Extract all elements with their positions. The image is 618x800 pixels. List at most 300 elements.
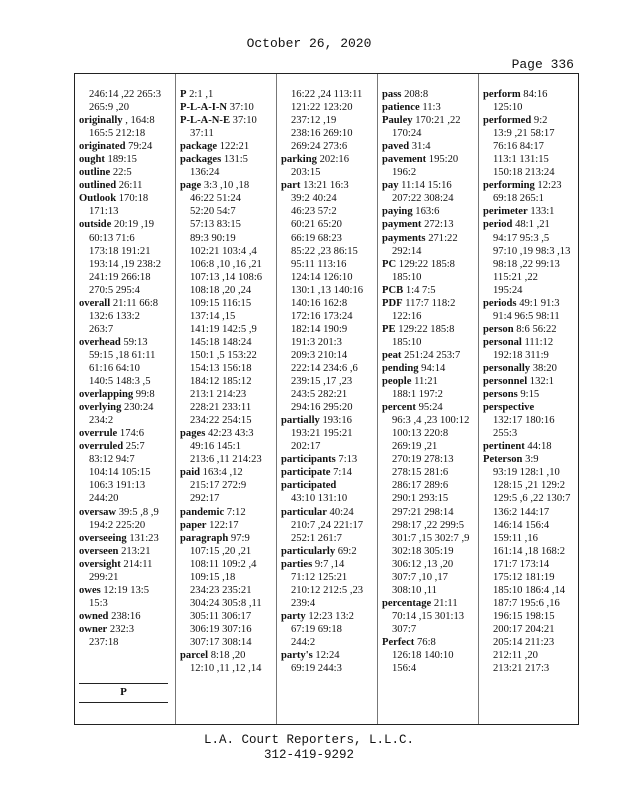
index-term: overall [79, 297, 111, 309]
index-entry [79, 610, 177, 623]
index-entry [382, 218, 480, 231]
page-line-refs: 100:13 220:8 [392, 428, 449, 440]
index-entry [281, 453, 379, 466]
page-line-refs: 12:10 ,11 ,12 ,14 [190, 663, 262, 675]
index-entry [281, 584, 379, 597]
index-entry [79, 597, 177, 610]
index-entry [79, 205, 177, 218]
page-line-refs: 196:15 198:15 [493, 610, 555, 622]
page-line-refs: 304:24 305:8 ,11 [190, 597, 262, 609]
page-line-refs: 202:16 [316, 154, 349, 166]
index-entry [281, 662, 379, 675]
page-line-refs: 106:8 ,10 ,16 ,21 [190, 258, 262, 270]
page-line-refs: 94:17 95:3 ,5 [493, 232, 550, 244]
page-line-refs: 145:18 148:24 [190, 336, 252, 348]
index-term: paved [382, 141, 410, 153]
page-line-refs: 122:17 [206, 519, 239, 531]
page-line-refs: 244:2 [291, 636, 316, 648]
index-entry [180, 232, 278, 245]
index-entry [483, 114, 581, 127]
index-term: paying [382, 206, 413, 218]
index-entry [180, 440, 278, 453]
index-entry [180, 610, 278, 623]
page-line-refs: 192:18 311:9 [493, 349, 549, 361]
page-line-refs: 194:2 225:20 [89, 519, 146, 531]
page-line-refs: 222:14 234:6 ,6 [291, 362, 358, 374]
index-entry [382, 192, 480, 205]
index-term: pay [382, 180, 399, 192]
page-line-refs: 70:14 ,15 301:13 [392, 610, 465, 622]
index-term: PE [382, 323, 396, 335]
index-entry [79, 571, 177, 584]
page-line-refs: 76:8 [414, 636, 436, 648]
page-line-refs: 255:3 [493, 428, 518, 440]
page-line-refs: 196:2 [392, 167, 417, 179]
page-line-refs: 272:13 [421, 219, 454, 231]
page-line-refs: 108:11 109:2 ,4 [190, 558, 257, 570]
page-line-refs: 9:7 ,14 [312, 558, 345, 570]
index-term: overruled [79, 441, 124, 453]
index-term: paragraph [180, 532, 229, 544]
index-entry [483, 440, 581, 453]
index-entry [281, 205, 379, 218]
index-entry [483, 649, 581, 662]
index-entry [180, 388, 278, 401]
page-line-refs: 60:13 71:6 [89, 232, 135, 244]
index-entry [79, 88, 177, 101]
page-line-refs: 290:1 293:15 [392, 493, 449, 505]
index-term: percent [382, 402, 416, 414]
page-line-refs: 210:7 ,24 221:17 [291, 519, 364, 531]
page-line-refs: 133:1 [527, 206, 555, 218]
page-line-refs: 246:14 ,22 265:3 [89, 89, 162, 100]
reporter-name: L.A. Court Reporters, L.L.C. [203, 733, 415, 747]
index-entry [483, 336, 581, 349]
index-entry [281, 297, 379, 310]
page-line-refs: 13:9 ,21 58:17 [493, 128, 555, 140]
index-entry [79, 323, 177, 336]
transcript-date: October 26, 2020 [246, 36, 372, 51]
index-entry [382, 114, 480, 127]
index-entry [382, 245, 480, 258]
page-line-refs: 251:24 253:7 [401, 349, 461, 361]
page-line-refs: 49:16 145:1 [190, 441, 241, 453]
page-line-refs: 3:3 ,10 ,18 [201, 180, 250, 192]
index-term: paid [180, 467, 201, 479]
index-term: originated [79, 141, 126, 153]
index-entry [483, 258, 581, 271]
index-term: perform [483, 89, 521, 100]
page-line-refs: 203:15 [291, 167, 321, 179]
index-entry [483, 597, 581, 610]
index-term: Pauley [382, 115, 413, 127]
index-entry [382, 506, 480, 519]
index-entry [180, 153, 278, 166]
page-line-refs: 37:11 [190, 128, 214, 140]
index-entry [281, 532, 379, 545]
index-entry [180, 127, 278, 140]
index-entry [281, 284, 379, 297]
index-entry [79, 310, 177, 323]
page-line-refs: 161:14 ,18 168:2 [493, 545, 566, 557]
index-term: P [180, 89, 187, 100]
page-line-refs: 52:20 54:7 [190, 206, 236, 218]
index-entry [483, 427, 581, 440]
page-line-refs: 156:4 [392, 663, 417, 675]
page-line-refs: 202:17 [291, 441, 321, 453]
index-entry [483, 323, 581, 336]
index-entry [281, 271, 379, 284]
page-line-refs: 292:14 [392, 245, 422, 257]
page-line-refs: 131:23 [126, 532, 159, 544]
index-entry [180, 323, 278, 336]
index-entry [382, 153, 480, 166]
page-line-refs: 163:4 ,12 [200, 467, 243, 479]
index-term: P-L-A-I-N [180, 102, 228, 114]
index-entry [483, 584, 581, 597]
index-column-2 [180, 88, 278, 675]
page-line-refs: 115:21 ,22 [493, 271, 538, 283]
index-entry [180, 532, 278, 545]
page-line-refs: 132:1 [527, 376, 554, 388]
index-entry [79, 401, 177, 414]
index-entry [79, 166, 177, 179]
index-entry [180, 662, 278, 675]
index-entry [281, 649, 379, 662]
page-line-refs: 150:1 ,5 153:22 [190, 349, 257, 361]
page-line-refs: 107:15 ,20 ,21 [190, 545, 252, 557]
index-entry [382, 584, 480, 597]
index-term: oversaw [79, 506, 117, 518]
index-term: overlying [79, 402, 122, 414]
index-entry [79, 388, 177, 401]
index-term: originally [79, 115, 123, 127]
index-term: outline [79, 167, 111, 179]
page-line-refs: 239:15 ,17 ,23 [291, 376, 353, 388]
index-entry [79, 297, 177, 310]
index-entry [180, 284, 278, 297]
index-entry [180, 179, 278, 192]
page-line-refs: 305:11 306:17 [190, 610, 252, 622]
page-line-refs: 207:22 308:24 [392, 193, 454, 205]
page-line-refs: 69:18 265:1 [493, 193, 544, 205]
index-entry [382, 258, 480, 271]
index-entry [281, 479, 379, 492]
index-term: pass [382, 89, 402, 100]
index-entry [483, 623, 581, 636]
index-entry [281, 101, 379, 114]
index-entry [382, 610, 480, 623]
index-term: payments [382, 232, 426, 244]
page-line-refs: 298:17 ,22 299:5 [392, 519, 465, 531]
page-line-refs: 26:11 [116, 180, 143, 192]
page-line-refs: 97:10 ,19 98:3 ,13 [493, 245, 571, 257]
page-line-refs: , 164:8 [122, 115, 155, 127]
index-entry [483, 271, 581, 284]
index-entry [382, 427, 480, 440]
page-line-refs: 7:14 [330, 467, 352, 479]
page-line-refs: 306:19 307:16 [190, 623, 252, 635]
index-entry [483, 401, 581, 414]
index-entry [483, 519, 581, 532]
page-line-refs: 20:19 ,19 [111, 219, 155, 231]
page-line-refs: 125:10 [493, 102, 523, 114]
index-term: PC [382, 258, 397, 270]
index-term: persons [483, 389, 518, 401]
index-entry [79, 127, 177, 140]
index-entry [281, 375, 379, 388]
index-entry [180, 492, 278, 505]
page-line-refs: 43:10 131:10 [291, 493, 348, 505]
index-entry [180, 114, 278, 127]
index-entry [483, 349, 581, 362]
page-line-refs: 104:14 105:15 [89, 467, 151, 479]
index-entry [281, 636, 379, 649]
page-line-refs: 60:21 65:20 [291, 219, 342, 231]
section-rule [79, 702, 168, 703]
index-entry [281, 179, 379, 192]
index-entry [483, 166, 581, 179]
index-term: packages [180, 154, 222, 166]
index-entry [281, 140, 379, 153]
index-term: payment [382, 219, 422, 231]
index-entry [382, 349, 480, 362]
page-line-refs: 11:3 [419, 102, 441, 114]
index-entry [483, 127, 581, 140]
page-line-refs: 154:13 156:18 [190, 362, 252, 374]
index-entry [180, 597, 278, 610]
page-line-refs: 95:24 [415, 402, 443, 414]
page-line-refs: 234:23 235:21 [190, 584, 252, 596]
page-number: Page 336 [511, 57, 574, 72]
index-entry [483, 297, 581, 310]
index-entry [483, 232, 581, 245]
page-line-refs: 271:22 [425, 232, 458, 244]
page-line-refs: 40:24 [326, 506, 354, 518]
page-line-refs: 170:21 ,22 [412, 115, 461, 127]
index-entry [281, 558, 379, 571]
page-line-refs: 129:22 185:8 [396, 258, 455, 270]
index-entry [483, 571, 581, 584]
index-entry [382, 232, 480, 245]
page-line-refs: 94:14 [418, 362, 446, 374]
index-entry [281, 466, 379, 479]
index-entry [281, 245, 379, 258]
index-entry [180, 101, 278, 114]
page-line-refs: 195:24 [493, 284, 523, 296]
index-entry [79, 453, 177, 466]
page-line-refs: 163:6 [412, 206, 440, 218]
index-term: parcel [180, 650, 209, 662]
index-entry [281, 401, 379, 414]
index-term: parties [281, 558, 313, 570]
page-line-refs: 44:18 [524, 441, 552, 453]
index-entry [382, 179, 480, 192]
index-term: owes [79, 584, 101, 596]
page-line-refs: 128:15 ,21 129:2 [493, 480, 566, 492]
index-column-1 [79, 88, 177, 649]
index-term: pertinent [483, 441, 525, 453]
page-line-refs: 107:13 ,14 108:6 [190, 271, 263, 283]
index-entry [483, 179, 581, 192]
index-entry [180, 205, 278, 218]
page-line-refs: 131:5 [221, 154, 248, 166]
page-line-refs: 76:16 84:17 [493, 141, 544, 153]
page-line-refs: 84:16 [520, 89, 548, 100]
index-entry [79, 584, 177, 597]
index-entry [79, 349, 177, 362]
index-term: participate [281, 467, 331, 479]
index-entry [483, 610, 581, 623]
index-entry [180, 401, 278, 414]
index-entry [180, 88, 278, 101]
index-entry [79, 466, 177, 479]
index-term: peat [382, 349, 402, 361]
index-term: overseeing [79, 532, 127, 544]
index-entry [382, 284, 480, 297]
index-entry [483, 245, 581, 258]
page-line-refs: 307:17 308:14 [190, 636, 252, 648]
page-line-refs: 243:5 282:21 [291, 389, 348, 401]
page-line-refs: 209:3 210:14 [291, 349, 348, 361]
index-entry [382, 492, 480, 505]
page-line-refs: 111:12 [521, 336, 554, 348]
index-term: outside [79, 219, 112, 231]
index-entry [281, 258, 379, 271]
page-line-refs: 121:22 123:20 [291, 102, 353, 114]
page-line-refs: 130:1 ,13 140:16 [291, 284, 364, 296]
page-line-refs: 109:15 116:15 [190, 297, 252, 309]
index-term: pages [180, 428, 206, 440]
index-entry [281, 623, 379, 636]
index-entry [180, 545, 278, 558]
index-entry [180, 584, 278, 597]
index-entry [79, 545, 177, 558]
page-line-refs: 193:16 [319, 415, 352, 427]
page-line-refs: 12:23 13:2 [305, 610, 354, 622]
page-line-refs: 16:22 ,24 113:11 [291, 89, 363, 100]
page-line-refs: 37:10 [227, 102, 254, 114]
page-line-refs: 269:19 ,21 [392, 441, 438, 453]
index-entry [79, 414, 177, 427]
index-entry [79, 519, 177, 532]
index-entry [79, 101, 177, 114]
page-line-refs: 146:14 156:4 [493, 519, 550, 531]
index-term: overrule [79, 428, 118, 440]
index-term: page [180, 180, 202, 192]
page-line-refs: 7:13 [335, 454, 358, 466]
index-entry [382, 414, 480, 427]
page-line-refs: 213:6 ,11 214:23 [190, 454, 262, 466]
index-entry [180, 336, 278, 349]
index-entry [180, 479, 278, 492]
index-entry [281, 192, 379, 205]
index-entry [382, 519, 480, 532]
page-line-refs: 122:16 [392, 310, 422, 322]
index-entry [382, 558, 480, 571]
index-term: oversight [79, 558, 121, 570]
page-line-refs: 263:7 [89, 323, 114, 335]
index-entry [382, 88, 480, 101]
index-term: Peterson [483, 454, 523, 466]
index-entry [79, 140, 177, 153]
index-entry [382, 205, 480, 218]
index-entry [79, 179, 177, 192]
page-line-refs: 3:9 [522, 454, 539, 466]
index-entry [281, 571, 379, 584]
index-entry [483, 205, 581, 218]
page-line-refs: 117:7 118:2 [402, 297, 456, 309]
page-line-refs: 136:24 [190, 167, 220, 179]
index-entry [382, 662, 480, 675]
index-entry [483, 362, 581, 375]
index-entry [483, 218, 581, 231]
index-entry [281, 153, 379, 166]
index-term: perimeter [483, 206, 528, 218]
page-line-refs: 13:21 16:3 [300, 180, 349, 192]
page-line-refs: 85:22 ,23 86:15 [291, 245, 358, 257]
index-entry [281, 388, 379, 401]
page-line-refs: 182:14 190:9 [291, 323, 348, 335]
index-entry [382, 440, 480, 453]
index-entry [382, 166, 480, 179]
index-entry [79, 532, 177, 545]
page-line-refs: 187:7 195:6 ,16 [493, 597, 560, 609]
page-line-refs: 232:3 [107, 623, 135, 635]
page-line-refs: 96:3 ,4 ,23 100:12 [392, 415, 470, 427]
index-entry [382, 388, 480, 401]
index-entry [79, 192, 177, 205]
index-entry [281, 88, 379, 101]
section-rule [79, 683, 168, 684]
index-term: pending [382, 362, 419, 374]
index-entry [79, 271, 177, 284]
page-line-refs: 11:14 15:16 [398, 180, 452, 192]
page-line-refs: 200:17 204:21 [493, 623, 555, 635]
page-line-refs: 132:6 133:2 [89, 310, 140, 322]
index-entry [483, 545, 581, 558]
page-line-refs: 49:1 91:3 [516, 297, 560, 309]
page-line-refs: 12:23 [534, 180, 562, 192]
index-term: participants [281, 454, 336, 466]
page-line-refs: 301:7 ,15 302:7 ,9 [392, 532, 470, 544]
page-line-refs: 124:14 126:10 [291, 271, 353, 283]
index-column-5 [483, 88, 581, 675]
index-column-4 [382, 88, 480, 675]
index-term: ought [79, 154, 105, 166]
index-term: overseen [79, 545, 119, 557]
page-line-refs: 172:16 173:24 [291, 310, 353, 322]
index-entry [79, 218, 177, 231]
page-line-refs: 237:12 ,19 [291, 115, 337, 127]
page-line-refs: 184:12 185:12 [190, 376, 252, 388]
index-entry [281, 349, 379, 362]
page-line-refs: 99:8 [133, 389, 155, 401]
index-entry [382, 532, 480, 545]
page-line-refs: 299:21 [89, 571, 119, 583]
page-line-refs: 238:16 [108, 610, 141, 622]
page-line-refs: 126:18 140:10 [392, 650, 454, 662]
page-line-refs: 205:14 211:23 [493, 636, 555, 648]
index-entry [180, 349, 278, 362]
index-entry [180, 571, 278, 584]
page-line-refs: 307:7 ,10 ,17 [392, 571, 448, 583]
index-entry [382, 623, 480, 636]
index-term: overhead [79, 336, 121, 348]
index-term: participated [281, 480, 337, 492]
index-entry [382, 336, 480, 349]
page-line-refs: 89:3 90:19 [190, 232, 236, 244]
